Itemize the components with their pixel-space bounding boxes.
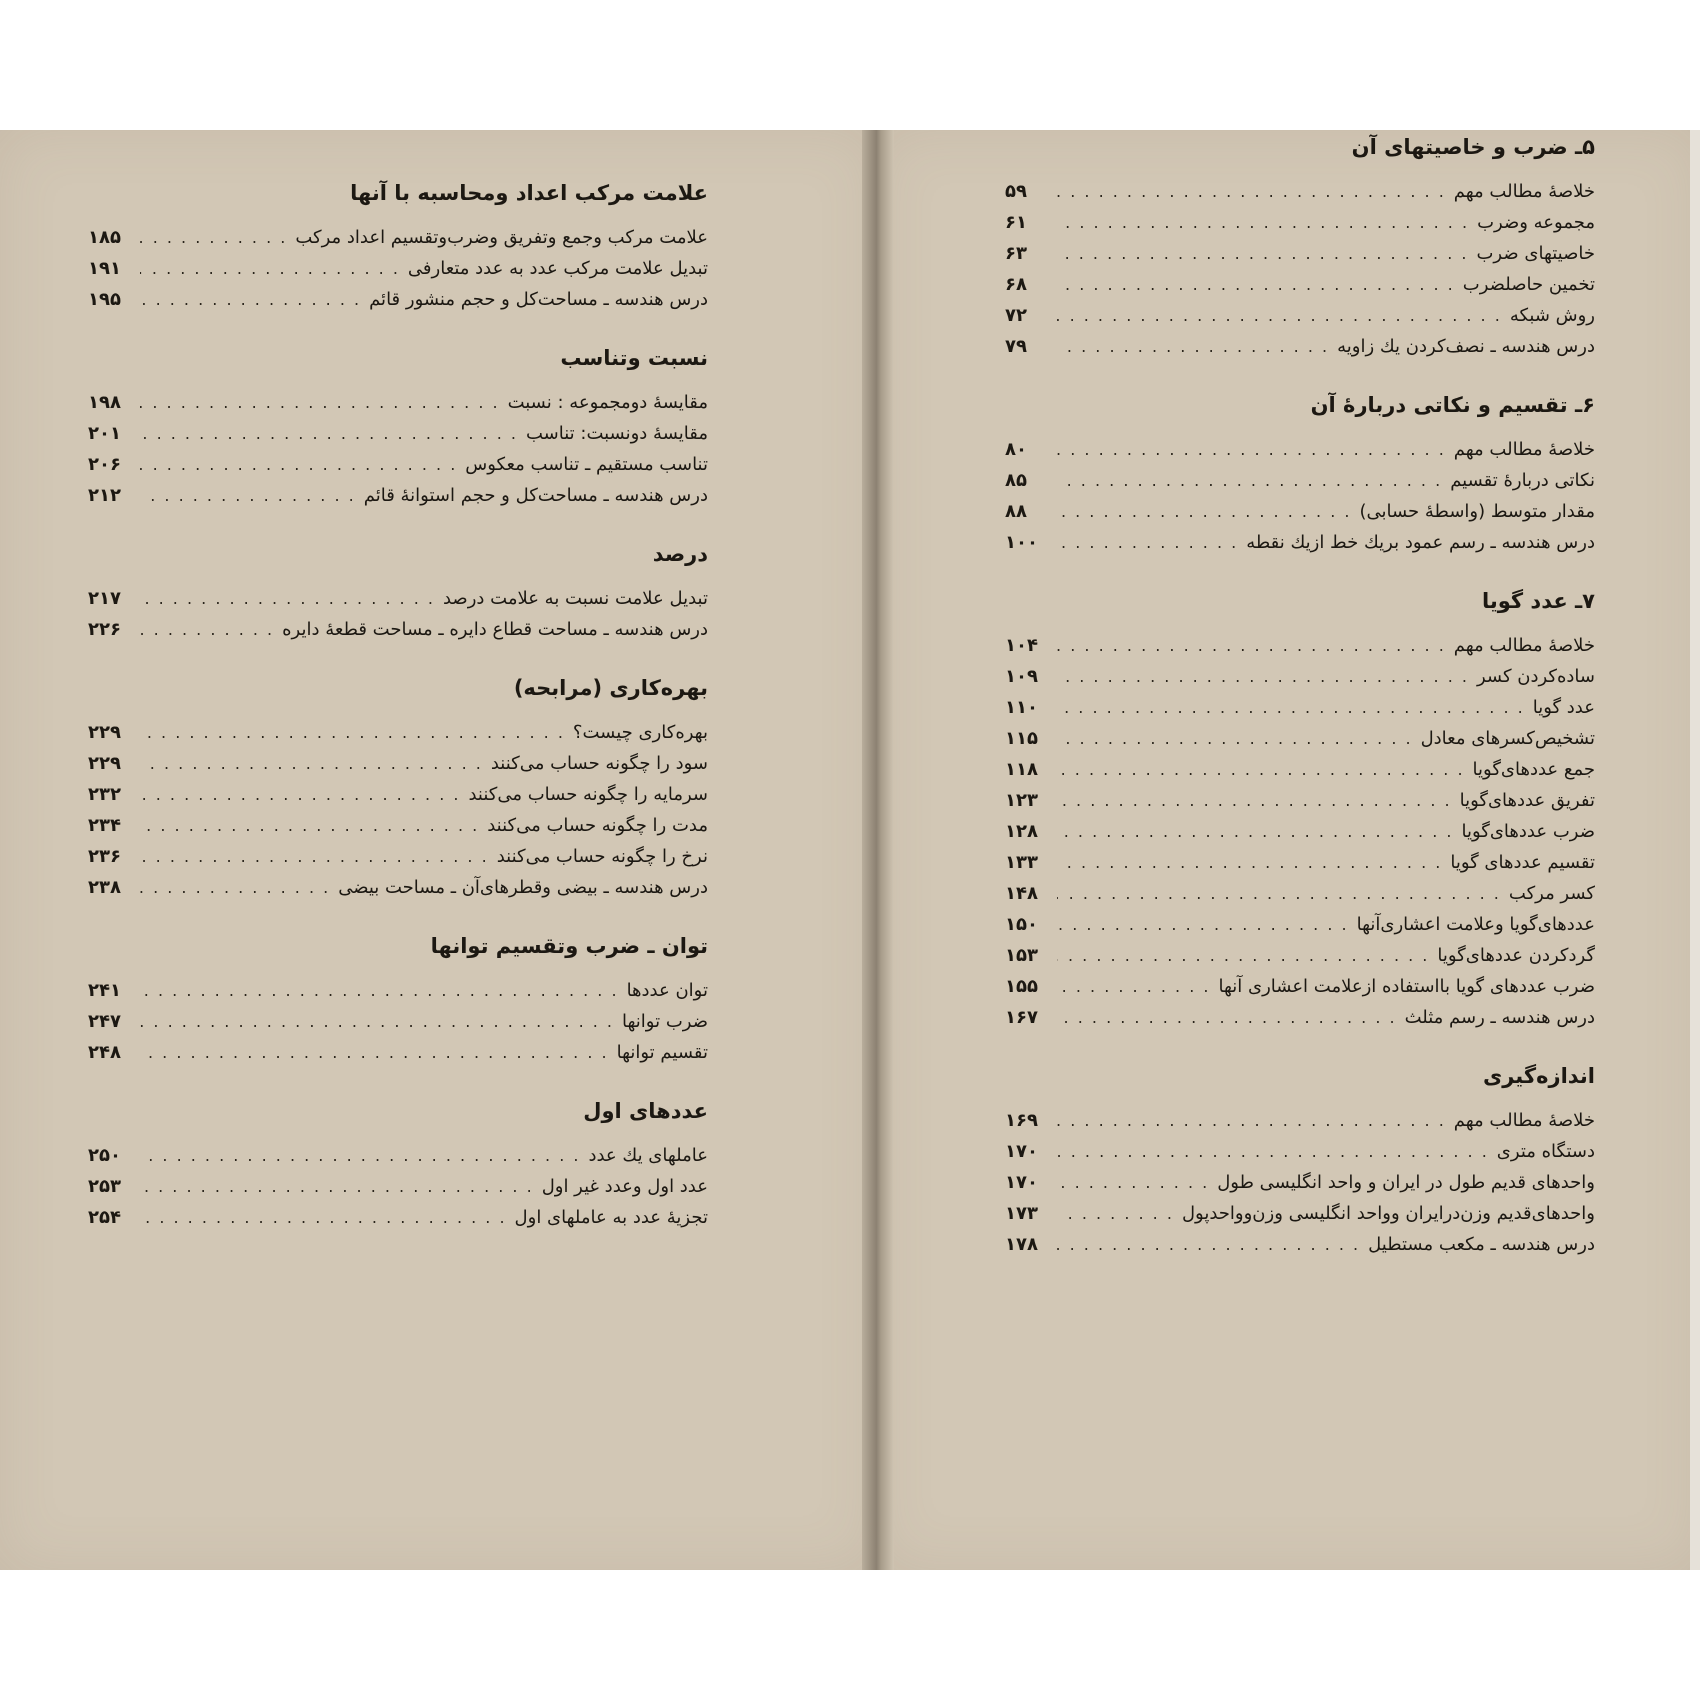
entry-title: عددهای‌گویا وعلامت اعشاری‌آنها bbox=[1356, 914, 1595, 935]
dot-leader bbox=[140, 748, 483, 779]
entry-page-number: ۱۹۵ bbox=[88, 289, 121, 310]
toc-entry bbox=[88, 418, 708, 449]
toc-entry bbox=[1005, 816, 1595, 847]
entry-title: عدد گویا bbox=[1532, 697, 1595, 718]
dot-leader bbox=[140, 1037, 609, 1068]
entry-title: مجموعه وضرب bbox=[1477, 212, 1595, 233]
toc-entry bbox=[88, 1171, 708, 1202]
toc-entry bbox=[88, 1202, 708, 1233]
entry-page-number: ۶۸ bbox=[1005, 274, 1027, 295]
entry-title: کسر مرکب bbox=[1508, 883, 1595, 904]
toc-section bbox=[1005, 132, 1595, 362]
entry-title: درس هندسه ـ مکعب مستطیل bbox=[1368, 1234, 1595, 1255]
dot-leader bbox=[140, 1171, 534, 1202]
toc-entry bbox=[1005, 527, 1595, 558]
entry-page-number: ۱۶۷ bbox=[1005, 1007, 1038, 1028]
entry-title: مقایسهٔ دونسبت: تناسب bbox=[525, 423, 708, 444]
entry-page-number: ۲۵۴ bbox=[88, 1207, 121, 1228]
entry-page-number: ۲۳۲ bbox=[88, 784, 121, 805]
entry-page-number: ۱۷۰ bbox=[1005, 1141, 1038, 1162]
toc-entry bbox=[1005, 496, 1595, 527]
dot-leader bbox=[140, 253, 400, 284]
page-edge bbox=[1690, 130, 1700, 1570]
entry-title: دستگاه متری bbox=[1496, 1141, 1595, 1162]
toc-entry bbox=[1005, 1105, 1595, 1136]
entry-page-number: ۲۴۸ bbox=[88, 1042, 121, 1063]
toc-section bbox=[88, 1096, 708, 1233]
dot-leader bbox=[1057, 238, 1468, 269]
entry-page-number: ۱۷۰ bbox=[1005, 1172, 1038, 1193]
entry-title: علامت مرکب وجمع وتفریق وضرب‌وتقسیم اعداد مرکب bbox=[295, 227, 708, 248]
dot-leader bbox=[1057, 661, 1469, 692]
dot-leader bbox=[1057, 434, 1446, 465]
toc-entry bbox=[1005, 723, 1595, 754]
toc-entry bbox=[1005, 971, 1595, 1002]
entry-title: بهره‌کاری چیست؟ bbox=[572, 722, 708, 743]
toc-entry bbox=[1005, 1136, 1595, 1167]
entry-page-number: ۲۲۹ bbox=[88, 722, 121, 743]
entry-page-number: ۲۵۳ bbox=[88, 1176, 121, 1197]
toc-entry bbox=[1005, 1229, 1595, 1260]
toc-entry bbox=[1005, 940, 1595, 971]
entry-page-number: ۱۹۱ bbox=[88, 258, 121, 279]
entry-title: مدت را چگونه حساب می‌کنند bbox=[487, 815, 708, 836]
dot-leader bbox=[1057, 785, 1452, 816]
entry-title: عاملهای یك عدد bbox=[588, 1145, 708, 1166]
dot-leader bbox=[1057, 331, 1329, 362]
section-title: عددهای اول bbox=[583, 1099, 708, 1123]
entry-page-number: ۱۴۸ bbox=[1005, 883, 1038, 904]
entry-title: مقدار متوسط (واسطهٔ حسابی) bbox=[1359, 501, 1595, 522]
entry-title: درس هندسه ـ بیضی وقطرهای‌آن ـ مساحت بیضی bbox=[338, 877, 708, 898]
toc-entry bbox=[1005, 1002, 1595, 1033]
toc-entry bbox=[88, 841, 708, 872]
toc-entry bbox=[1005, 692, 1595, 723]
entry-page-number: ۱۰۴ bbox=[1005, 635, 1038, 656]
dot-leader bbox=[1057, 465, 1442, 496]
dot-leader bbox=[1057, 847, 1442, 878]
toc-entry bbox=[88, 480, 708, 511]
entry-page-number: ۱۲۸ bbox=[1005, 821, 1038, 842]
entry-page-number: ۲۳۴ bbox=[88, 815, 121, 836]
entry-page-number: ۶۳ bbox=[1005, 243, 1027, 264]
toc-entry bbox=[88, 872, 708, 903]
entry-title: ساده‌کردن کسر bbox=[1476, 666, 1595, 687]
entry-page-number: ۲۰۶ bbox=[88, 454, 121, 475]
toc-section bbox=[88, 178, 708, 315]
toc-entry bbox=[1005, 847, 1595, 878]
toc-entry bbox=[88, 614, 708, 645]
toc-entry bbox=[1005, 176, 1595, 207]
dot-leader bbox=[1057, 878, 1501, 909]
section-title: بهره‌کاری (مرابحه) bbox=[513, 676, 708, 700]
entry-page-number: ۶۱ bbox=[1005, 212, 1027, 233]
entry-title: سرمایه را چگونه حساب می‌کنند bbox=[468, 784, 708, 805]
entry-title: خلاصهٔ مطالب مهم bbox=[1453, 635, 1595, 656]
dot-leader bbox=[1057, 754, 1465, 785]
dot-leader bbox=[1057, 971, 1210, 1002]
toc-entry bbox=[88, 717, 708, 748]
dot-leader bbox=[1057, 1002, 1397, 1033]
entry-page-number: ۲۰۱ bbox=[88, 423, 121, 444]
entry-page-number: ۱۱۵ bbox=[1005, 728, 1038, 749]
dot-leader bbox=[1057, 940, 1429, 971]
entry-title: درس هندسه ـ مساحت قطاع دایره ـ مساحت قطعهٔ دایره bbox=[282, 619, 708, 640]
entry-title: ضرب توانها bbox=[622, 1011, 708, 1032]
toc-section bbox=[88, 931, 708, 1068]
dot-leader bbox=[140, 387, 500, 418]
entry-title: درس هندسه ـ مساحت‌کل و حجم منشور قائم bbox=[369, 289, 708, 310]
dot-leader bbox=[140, 872, 330, 903]
left-page-toc bbox=[88, 178, 708, 1261]
dot-leader bbox=[1057, 909, 1349, 940]
entry-title: درس هندسه ـ رسم مثلث bbox=[1404, 1007, 1595, 1028]
dot-leader bbox=[140, 1202, 507, 1233]
entry-page-number: ۷۲ bbox=[1005, 305, 1027, 326]
entry-page-number: ۸۸ bbox=[1005, 501, 1027, 522]
book-gutter bbox=[862, 130, 894, 1570]
entry-title: سود را چگونه حساب می‌کنند bbox=[490, 753, 708, 774]
toc-entry bbox=[88, 748, 708, 779]
entry-page-number: ۲۱۲ bbox=[88, 485, 121, 506]
dot-leader bbox=[1057, 1198, 1174, 1229]
dot-leader bbox=[140, 1006, 614, 1037]
right-page-toc bbox=[1005, 132, 1595, 1288]
entry-page-number: ۱۹۸ bbox=[88, 392, 121, 413]
entry-page-number: ۵۹ bbox=[1005, 181, 1027, 202]
entry-page-number: ۲۱۷ bbox=[88, 588, 121, 609]
dot-leader bbox=[140, 779, 460, 810]
toc-section bbox=[1005, 586, 1595, 1033]
entry-title: تخمین حاصلضرب bbox=[1462, 274, 1595, 295]
toc-entry bbox=[88, 779, 708, 810]
entry-page-number: ۲۲۹ bbox=[88, 753, 121, 774]
entry-title: مقایسهٔ دومجموعه : نسبت bbox=[507, 392, 708, 413]
entry-page-number: ۱۸۵ bbox=[88, 227, 121, 248]
entry-title: درس هندسه ـ مساحت‌کل و حجم استوانهٔ قائم bbox=[363, 485, 708, 506]
toc-entry bbox=[88, 253, 708, 284]
toc-section bbox=[88, 343, 708, 511]
entry-title: تقسیم عددهای گویا bbox=[1450, 852, 1595, 873]
dot-leader bbox=[1057, 300, 1502, 331]
toc-entry bbox=[1005, 1167, 1595, 1198]
entry-title: تشخیص‌کسرهای معادل bbox=[1420, 728, 1595, 749]
dot-leader bbox=[1057, 692, 1525, 723]
dot-leader bbox=[140, 583, 435, 614]
toc-entry bbox=[88, 583, 708, 614]
dot-leader bbox=[140, 480, 356, 511]
entry-page-number: ۲۳۸ bbox=[88, 877, 121, 898]
section-title: ۶ـ تقسیم و نکاتی دربارهٔ آن bbox=[1310, 393, 1595, 417]
entry-title: واحدهای قدیم طول در ایران و واحد انگلیسی طول bbox=[1217, 1172, 1595, 1193]
toc-section bbox=[1005, 1061, 1595, 1260]
entry-title: گردکردن عددهای‌گویا bbox=[1437, 945, 1595, 966]
dot-leader bbox=[140, 810, 479, 841]
toc-entry bbox=[1005, 331, 1595, 362]
entry-page-number: ۱۰۹ bbox=[1005, 666, 1038, 687]
entry-page-number: ۱۵۰ bbox=[1005, 914, 1038, 935]
toc-entry bbox=[1005, 269, 1595, 300]
toc-entry bbox=[1005, 207, 1595, 238]
section-title: نسبت وتناسب bbox=[560, 346, 708, 370]
entry-page-number: ۱۱۰ bbox=[1005, 697, 1038, 718]
dot-leader bbox=[140, 1140, 580, 1171]
entry-page-number: ۲۵۰ bbox=[88, 1145, 121, 1166]
dot-leader bbox=[1057, 207, 1469, 238]
dot-leader bbox=[140, 841, 489, 872]
dot-leader bbox=[1057, 269, 1455, 300]
toc-entry bbox=[88, 1140, 708, 1171]
entry-page-number: ۲۴۷ bbox=[88, 1011, 121, 1032]
toc-entry bbox=[1005, 909, 1595, 940]
entry-title: عدد اول وعدد غیر اول bbox=[541, 1176, 708, 1197]
toc-entry bbox=[88, 810, 708, 841]
entry-title: خلاصهٔ مطالب مهم bbox=[1453, 1110, 1595, 1131]
entry-page-number: ۱۲۳ bbox=[1005, 790, 1038, 811]
entry-page-number: ۲۲۶ bbox=[88, 619, 121, 640]
entry-title: تفریق عددهای‌گویا bbox=[1459, 790, 1595, 811]
entry-page-number: ۷۹ bbox=[1005, 336, 1027, 357]
toc-entry bbox=[1005, 661, 1595, 692]
dot-leader bbox=[1057, 1229, 1360, 1260]
toc-entry bbox=[1005, 754, 1595, 785]
entry-title: تبدیل علامت مرکب عدد به عدد متعارفی bbox=[407, 258, 708, 279]
entry-page-number: ۱۵۳ bbox=[1005, 945, 1038, 966]
entry-page-number: ۱۵۵ bbox=[1005, 976, 1038, 997]
dot-leader bbox=[140, 717, 565, 748]
entry-title: جمع عددهای‌گویا bbox=[1472, 759, 1595, 780]
toc-section bbox=[88, 539, 708, 645]
entry-title: توان عددها bbox=[626, 980, 708, 1001]
entry-page-number: ۱۱۸ bbox=[1005, 759, 1038, 780]
toc-entry bbox=[88, 1006, 708, 1037]
entry-title: خلاصهٔ مطالب مهم bbox=[1453, 181, 1595, 202]
dot-leader bbox=[140, 418, 518, 449]
entry-title: خلاصهٔ مطالب مهم bbox=[1453, 439, 1595, 460]
entry-title: نرخ را چگونه حساب می‌کنند bbox=[496, 846, 708, 867]
toc-entry bbox=[88, 284, 708, 315]
dot-leader bbox=[1057, 176, 1446, 207]
dot-leader bbox=[140, 975, 619, 1006]
entry-title: واحدهای‌قدیم وزن‌درایران وواحد انگلیسی وزن‌وواحدپول bbox=[1181, 1203, 1595, 1224]
section-title: درصد bbox=[652, 542, 708, 566]
entry-page-number: ۲۳۶ bbox=[88, 846, 121, 867]
entry-page-number: ۸۵ bbox=[1005, 470, 1027, 491]
entry-title: درس هندسه ـ نصف‌کردن یك زاویه bbox=[1337, 336, 1595, 357]
dot-leader bbox=[1057, 1136, 1489, 1167]
entry-page-number: ۱۷۳ bbox=[1005, 1203, 1038, 1224]
entry-title: خاصیتهای ضرب bbox=[1476, 243, 1595, 264]
entry-title: تبدیل علامت نسبت به علامت درصد bbox=[442, 588, 708, 609]
section-title: توان ـ ضرب وتقسیم توانها bbox=[430, 934, 708, 958]
toc-entry bbox=[88, 975, 708, 1006]
toc-entry bbox=[1005, 238, 1595, 269]
entry-title: تجزیهٔ عدد به عاملهای اول bbox=[514, 1207, 708, 1228]
entry-title: نکاتی دربارهٔ تقسیم bbox=[1450, 470, 1595, 491]
dot-leader bbox=[140, 284, 361, 315]
entry-title: ضرب عددهای گویا بااستفاده ازعلامت اعشاری آنها bbox=[1218, 976, 1595, 997]
entry-title: ضرب عددهای‌گویا bbox=[1461, 821, 1595, 842]
section-title: اندازه‌گیری bbox=[1483, 1064, 1595, 1088]
entry-page-number: ۱۳۳ bbox=[1005, 852, 1038, 873]
dot-leader bbox=[1057, 816, 1453, 847]
toc-entry bbox=[88, 1037, 708, 1068]
dot-leader bbox=[1057, 496, 1351, 527]
section-title: ۷ـ عدد گویا bbox=[1481, 589, 1595, 613]
section-title: ۵ـ ضرب و خاصیتهای آن bbox=[1351, 135, 1595, 159]
entry-page-number: ۱۶۹ bbox=[1005, 1110, 1038, 1131]
entry-page-number: ۲۴۱ bbox=[88, 980, 121, 1001]
entry-title: روش شبکه bbox=[1509, 305, 1595, 326]
dot-leader bbox=[1057, 527, 1238, 558]
toc-entry bbox=[1005, 434, 1595, 465]
entry-title: تناسب مستقیم ـ تناسب معکوس bbox=[465, 454, 708, 475]
entry-page-number: ۱۰۰ bbox=[1005, 532, 1038, 553]
toc-entry bbox=[1005, 878, 1595, 909]
toc-entry bbox=[1005, 300, 1595, 331]
dot-leader bbox=[1057, 723, 1413, 754]
entry-page-number: ۸۰ bbox=[1005, 439, 1027, 460]
toc-section bbox=[88, 673, 708, 903]
toc-entry bbox=[88, 387, 708, 418]
toc-entry bbox=[1005, 785, 1595, 816]
toc-section bbox=[1005, 390, 1595, 558]
dot-leader bbox=[140, 614, 274, 645]
entry-page-number: ۱۷۸ bbox=[1005, 1234, 1038, 1255]
dot-leader bbox=[1057, 630, 1446, 661]
dot-leader bbox=[1057, 1167, 1209, 1198]
dot-leader bbox=[140, 449, 457, 480]
toc-entry bbox=[88, 222, 708, 253]
toc-entry bbox=[1005, 630, 1595, 661]
toc-entry bbox=[88, 449, 708, 480]
dot-leader bbox=[140, 222, 287, 253]
section-title: علامت مرکب اعداد ومحاسبه با آنها bbox=[350, 181, 708, 205]
toc-entry bbox=[1005, 1198, 1595, 1229]
dot-leader bbox=[1057, 1105, 1446, 1136]
entry-title: درس هندسه ـ رسم عمود بریك خط ازیك نقطه bbox=[1246, 532, 1595, 553]
entry-title: تقسیم توانها bbox=[616, 1042, 708, 1063]
toc-entry bbox=[1005, 465, 1595, 496]
